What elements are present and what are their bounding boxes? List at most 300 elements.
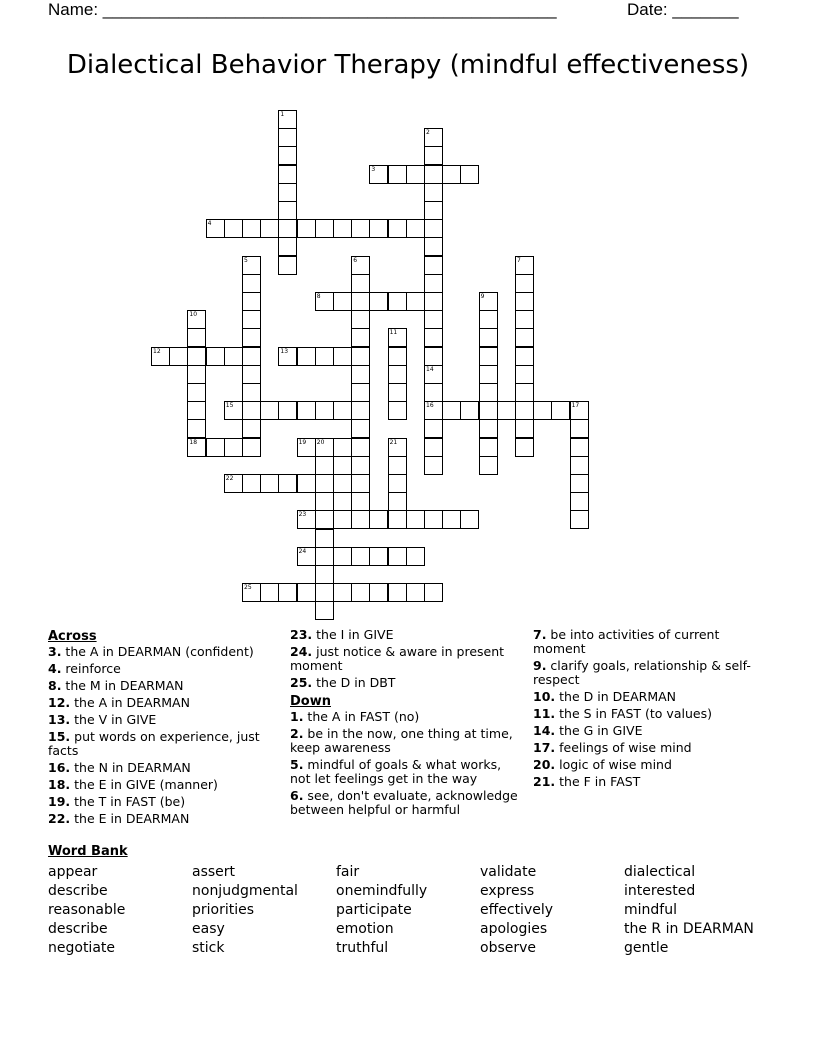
clue-item (48, 713, 278, 727)
word-bank-word: express (480, 883, 535, 899)
crossword-cell[interactable] (315, 565, 334, 584)
clue-text: be in the now, one thing at time, keep awareness (290, 726, 513, 755)
crossword-cell[interactable] (369, 510, 388, 529)
crossword-cell[interactable] (242, 292, 261, 311)
crossword-cell[interactable] (424, 183, 443, 202)
crossword-cell[interactable] (278, 165, 297, 184)
crossword-cell[interactable] (388, 547, 407, 566)
crossword-cell[interactable] (388, 328, 407, 347)
word-bank-word: emotion (336, 921, 394, 937)
clue-text: the S in FAST (to values) (555, 706, 712, 721)
clue-item (290, 628, 520, 642)
crossword-cell[interactable] (388, 365, 407, 384)
crossword-cell[interactable] (351, 456, 370, 475)
crossword-cell[interactable] (278, 183, 297, 202)
clue-number-label: 6. (290, 788, 304, 803)
crossword-cell[interactable] (187, 438, 206, 457)
crossword-cell[interactable] (479, 365, 498, 384)
clue-item (48, 812, 278, 826)
crossword-cell[interactable] (424, 237, 443, 256)
word-bank-word: gentle (624, 940, 669, 956)
clue-text: be into activities of current moment (533, 627, 720, 656)
clue-text: see, don't evaluate, acknowledge between helpful or harmful (290, 788, 518, 817)
crossword-cell[interactable] (388, 492, 407, 511)
clue-text: the T in FAST (be) (70, 794, 186, 809)
crossword-cell[interactable] (424, 274, 443, 293)
crossword-cell[interactable] (315, 456, 334, 475)
crossword-cell[interactable] (333, 292, 352, 311)
crossword-cell[interactable] (424, 128, 443, 147)
crossword-cell[interactable] (406, 292, 425, 311)
crossword-cell[interactable] (533, 401, 552, 420)
crossword-cell[interactable] (515, 274, 534, 293)
clue-number-label: 17. (533, 740, 556, 755)
crossword-cell[interactable] (315, 510, 334, 529)
word-bank-word: stick (192, 940, 225, 956)
clue-number-label: 2. (290, 726, 304, 741)
clues-column-1 (48, 628, 278, 829)
clue-item (290, 789, 520, 817)
word-bank-word: participate (336, 902, 412, 918)
crossword-cell[interactable] (570, 474, 589, 493)
crossword-cell[interactable] (242, 474, 261, 493)
crossword-cell[interactable] (515, 328, 534, 347)
crossword-cell[interactable] (424, 347, 443, 366)
crossword-cell[interactable] (515, 347, 534, 366)
crossword-cell[interactable] (224, 438, 243, 457)
crossword-cell[interactable] (515, 292, 534, 311)
crossword-cell[interactable] (187, 365, 206, 384)
crossword-cell[interactable] (479, 456, 498, 475)
crossword-cell[interactable] (570, 438, 589, 457)
crossword-cell[interactable] (460, 401, 479, 420)
crossword-cell[interactable] (424, 456, 443, 475)
word-bank-title: Word Bank (48, 844, 128, 859)
clue-number: 1 (280, 111, 285, 118)
crossword-cell[interactable] (369, 547, 388, 566)
crossword-cell[interactable] (388, 383, 407, 402)
crossword-cell[interactable] (497, 401, 516, 420)
word-bank-column (336, 863, 427, 958)
word-bank-word: nonjudgmental (192, 883, 298, 899)
word-bank-word: effectively (480, 902, 554, 918)
crossword-cell[interactable] (333, 474, 352, 493)
crossword-cell[interactable] (315, 601, 334, 620)
clue-number-label: 9. (533, 658, 547, 673)
crossword-cell[interactable] (187, 347, 206, 366)
crossword-cell[interactable] (351, 510, 370, 529)
clue-text: feelings of wise mind (555, 740, 692, 755)
crossword-cell[interactable] (424, 438, 443, 457)
crossword-cell[interactable] (388, 583, 407, 602)
clue-number: 3 (371, 165, 376, 173)
crossword-cell[interactable] (479, 292, 498, 311)
crossword-cell[interactable] (297, 510, 316, 529)
clue-text: logic of wise mind (555, 757, 672, 772)
crossword-cell[interactable] (479, 419, 498, 438)
clue-item (48, 679, 278, 693)
clue-item (48, 645, 278, 659)
crossword-cell[interactable] (388, 401, 407, 420)
crossword-cell[interactable] (351, 219, 370, 238)
crossword-cell[interactable] (278, 201, 297, 220)
crossword-cell[interactable] (278, 146, 297, 165)
crossword-cell[interactable] (406, 510, 425, 529)
crossword-cell[interactable] (224, 347, 243, 366)
word-bank-word: the R in DEARMAN (624, 921, 754, 937)
crossword-cell[interactable] (278, 237, 297, 256)
crossword-cell[interactable] (388, 510, 407, 529)
crossword-cell[interactable] (315, 401, 334, 420)
clue-text: clarify goals, relationship & self-respect (533, 658, 751, 687)
date-field[interactable]: Date: _______ (627, 0, 739, 19)
clue-number-label: 4. (48, 661, 62, 676)
clue-item (290, 758, 520, 786)
clue-number: 15 (225, 402, 234, 410)
crossword-cell[interactable] (333, 547, 352, 566)
clues-column-3 (533, 628, 773, 792)
clue-number-label: 15. (48, 729, 71, 744)
crossword-cell[interactable] (388, 438, 407, 457)
crossword-cell[interactable] (151, 347, 170, 366)
crossword-cell[interactable] (315, 547, 334, 566)
word-bank-column (624, 863, 754, 958)
clue-number: 22 (225, 475, 234, 482)
crossword-cell[interactable] (351, 365, 370, 384)
clue-item (533, 758, 773, 772)
clue-number: 23 (298, 511, 307, 519)
crossword-cell[interactable] (242, 328, 261, 347)
crossword-cell[interactable] (315, 347, 334, 366)
clue-number: 13 (280, 347, 289, 355)
clue-item (48, 761, 278, 775)
crossword-cell[interactable] (515, 401, 534, 420)
crossword-cell[interactable] (351, 492, 370, 511)
crossword-cell[interactable] (187, 401, 206, 420)
crossword-cell[interactable] (315, 219, 334, 238)
crossword-cell[interactable] (424, 201, 443, 220)
crossword-cell[interactable] (442, 510, 461, 529)
crossword-cell[interactable] (333, 401, 352, 420)
crossword-cell[interactable] (570, 510, 589, 529)
crossword-cell[interactable] (515, 438, 534, 457)
clue-item (533, 690, 773, 704)
crossword-cell[interactable] (515, 419, 534, 438)
crossword-cell[interactable] (278, 110, 297, 129)
crossword-cell[interactable] (187, 419, 206, 438)
crossword-cell[interactable] (169, 347, 188, 366)
clue-number: 10 (189, 311, 198, 319)
crossword-cell[interactable] (460, 510, 479, 529)
crossword-cell[interactable] (388, 165, 407, 184)
crossword-cell[interactable] (260, 583, 279, 602)
crossword-cell[interactable] (424, 383, 443, 402)
crossword-cell[interactable] (297, 219, 316, 238)
clue-text: the D in DEARMAN (555, 689, 677, 704)
word-bank-word: reasonable (48, 902, 126, 918)
crossword-cell[interactable] (369, 292, 388, 311)
crossword-cell[interactable] (351, 347, 370, 366)
word-bank-word: onemindfully (336, 883, 428, 899)
clue-item (48, 795, 278, 809)
crossword-cell[interactable] (278, 256, 297, 275)
clue-number: 19 (298, 438, 307, 446)
clue-text: the E in DEARMAN (70, 811, 190, 826)
clue-number-label: 14. (533, 723, 556, 738)
crossword-cell[interactable] (388, 456, 407, 475)
crossword-cell[interactable] (424, 219, 443, 238)
page-title: Dialectical Behavior Therapy (mindful effectiveness) (66, 50, 750, 80)
crossword-cell[interactable] (570, 419, 589, 438)
crossword-cell[interactable] (315, 583, 334, 602)
clue-number-label: 7. (533, 627, 547, 642)
crossword-cell[interactable] (260, 401, 279, 420)
word-bank-word: validate (480, 864, 537, 880)
crossword-cell[interactable] (333, 347, 352, 366)
crossword-cell[interactable] (206, 438, 225, 457)
crossword-cell[interactable] (278, 347, 297, 366)
word-bank-word: mindful (624, 902, 677, 918)
word-bank-word: fair (336, 864, 360, 880)
crossword-cell[interactable] (515, 365, 534, 384)
crossword-cell[interactable] (242, 419, 261, 438)
word-bank-column (192, 863, 298, 958)
word-bank-word: dialectical (624, 864, 696, 880)
word-bank-word: truthful (336, 940, 389, 956)
clue-text: the A in DEARMAN (70, 695, 190, 710)
crossword-cell[interactable] (424, 146, 443, 165)
crossword-cell[interactable] (351, 474, 370, 493)
clue-number-label: 5. (290, 757, 304, 772)
clue-number: 5 (244, 256, 248, 264)
clue-number-label: 8. (48, 678, 62, 693)
crossword-cell[interactable] (278, 401, 297, 420)
crossword-cell[interactable] (260, 219, 279, 238)
crossword-cell[interactable] (242, 256, 261, 275)
clue-item (533, 724, 773, 738)
crossword-cell[interactable] (388, 219, 407, 238)
clue-item (533, 707, 773, 721)
crossword-cell[interactable] (351, 438, 370, 457)
crossword-cell[interactable] (242, 310, 261, 329)
clue-text: the D in DBT (312, 675, 396, 690)
clue-text: the E in GIVE (manner) (70, 777, 218, 792)
clue-text: the V in GIVE (70, 712, 157, 727)
clue-text: the M in DEARMAN (61, 678, 184, 693)
crossword-cell[interactable] (333, 219, 352, 238)
clue-number-label: 20. (533, 757, 556, 772)
clue-text: just notice & aware in present moment (290, 644, 505, 673)
clue-item (290, 645, 520, 673)
crossword-cell[interactable] (242, 347, 261, 366)
crossword-cell[interactable] (187, 328, 206, 347)
crossword-cell[interactable] (570, 401, 589, 420)
crossword-cell[interactable] (242, 438, 261, 457)
clue-number-label: 10. (533, 689, 556, 704)
crossword-cell[interactable] (351, 256, 370, 275)
crossword-cell[interactable] (406, 583, 425, 602)
crossword-cell[interactable] (187, 383, 206, 402)
clue-item (290, 727, 520, 755)
crossword-cell[interactable] (351, 419, 370, 438)
crossword-cell[interactable] (424, 365, 443, 384)
clue-number-label: 3. (48, 644, 62, 659)
clue-item (290, 676, 520, 690)
crossword-cell[interactable] (424, 292, 443, 311)
crossword-cell[interactable] (224, 401, 243, 420)
word-bank-word: observe (480, 940, 537, 956)
clue-item (533, 775, 773, 789)
clue-number: 11 (389, 329, 398, 337)
crossword-cell[interactable] (297, 474, 316, 493)
crossword-cell[interactable] (479, 383, 498, 402)
clue-number: 4 (207, 220, 212, 228)
crossword-cell[interactable] (442, 401, 461, 420)
crossword-cell[interactable] (551, 401, 570, 420)
clue-number-label: 23. (290, 627, 313, 642)
crossword-cell[interactable] (315, 438, 334, 457)
crossword-cell[interactable] (406, 165, 425, 184)
crossword-cell[interactable] (315, 529, 334, 548)
crossword-cell[interactable] (206, 347, 225, 366)
crossword-cell[interactable] (242, 274, 261, 293)
name-field[interactable]: Name: ________________________________________________ (48, 0, 557, 19)
clue-number-label: 13. (48, 712, 71, 727)
crossword-cell[interactable] (351, 583, 370, 602)
word-bank-word: describe (48, 883, 108, 899)
crossword-cell[interactable] (424, 165, 443, 184)
crossword-cell[interactable] (515, 310, 534, 329)
crossword-cell[interactable] (406, 219, 425, 238)
crossword-cell[interactable] (351, 310, 370, 329)
clue-number: 7 (517, 256, 521, 264)
crossword-cell[interactable] (406, 547, 425, 566)
crossword-cell[interactable] (242, 401, 261, 420)
word-bank-word: apologies (480, 921, 548, 937)
crossword-cell[interactable] (424, 419, 443, 438)
crossword-cell[interactable] (242, 219, 261, 238)
crossword-cell[interactable] (187, 310, 206, 329)
crossword-cell[interactable] (479, 347, 498, 366)
crossword-cell[interactable] (351, 292, 370, 311)
crossword-cell[interactable] (315, 292, 334, 311)
clue-item (533, 628, 773, 656)
crossword-cell[interactable] (297, 401, 316, 420)
crossword-cell[interactable] (388, 292, 407, 311)
clue-number: 8 (316, 293, 321, 300)
clue-number: 9 (480, 293, 485, 300)
crossword-cell[interactable] (479, 401, 498, 420)
crossword-cell[interactable] (315, 492, 334, 511)
crossword-cell[interactable] (224, 219, 243, 238)
clue-number-label: 1. (290, 709, 304, 724)
crossword-cell[interactable] (388, 474, 407, 493)
crossword-cell[interactable] (297, 547, 316, 566)
crossword-cell[interactable] (479, 438, 498, 457)
crossword-cell[interactable] (424, 583, 443, 602)
clue-number: 18 (189, 438, 198, 446)
crossword-cell[interactable] (333, 583, 352, 602)
crossword-cell[interactable] (224, 474, 243, 493)
clue-number: 21 (389, 438, 398, 446)
crossword-cell[interactable] (278, 474, 297, 493)
crossword-cell[interactable] (206, 219, 225, 238)
crossword-cell[interactable] (515, 256, 534, 275)
crossword-cell[interactable] (570, 492, 589, 511)
crossword-cell[interactable] (351, 547, 370, 566)
header (0, 0, 816, 22)
clue-text: the G in GIVE (555, 723, 643, 738)
clue-text: mindful of goals & what works, not let feelings get in the way (290, 757, 502, 786)
crossword-cell[interactable] (333, 438, 352, 457)
crossword-cell[interactable] (333, 510, 352, 529)
crossword-cell[interactable] (297, 583, 316, 602)
clues-column-2 (290, 628, 520, 820)
crossword-cell[interactable] (297, 438, 316, 457)
clue-number-label: 18. (48, 777, 71, 792)
crossword-cell[interactable] (442, 165, 461, 184)
crossword-cell[interactable] (388, 347, 407, 366)
clue-text: reinforce (61, 661, 121, 676)
crossword-cell[interactable] (424, 256, 443, 275)
crossword-cell[interactable] (297, 347, 316, 366)
crossword-cell[interactable] (278, 128, 297, 147)
clue-item (533, 741, 773, 755)
clue-text: the I in GIVE (312, 627, 394, 642)
crossword-cell[interactable] (351, 328, 370, 347)
across-heading: Across (48, 629, 97, 644)
clue-item (533, 659, 773, 687)
clue-item (48, 696, 278, 710)
crossword-cell[interactable] (369, 583, 388, 602)
crossword-cell[interactable] (369, 219, 388, 238)
crossword-cell[interactable] (515, 383, 534, 402)
crossword-cell[interactable] (479, 310, 498, 329)
clue-number: 17 (571, 402, 580, 410)
clue-number-label: 22. (48, 811, 71, 826)
clue-number: 20 (316, 438, 325, 446)
crossword-cell[interactable] (424, 401, 443, 420)
clue-number-label: 16. (48, 760, 71, 775)
crossword-cell[interactable] (242, 365, 261, 384)
crossword-cell[interactable] (278, 219, 297, 238)
crossword-cell[interactable] (479, 328, 498, 347)
crossword-cell[interactable] (424, 328, 443, 347)
crossword-cell[interactable] (242, 383, 261, 402)
crossword-cell[interactable] (369, 165, 388, 184)
crossword-cell[interactable] (460, 165, 479, 184)
crossword-cell[interactable] (424, 310, 443, 329)
crossword-cell[interactable] (315, 474, 334, 493)
word-bank-word: negotiate (48, 940, 115, 956)
clue-number: 16 (426, 402, 434, 410)
crossword-cell[interactable] (278, 583, 297, 602)
crossword-cell[interactable] (351, 383, 370, 402)
clue-item (48, 778, 278, 792)
clue-item (48, 730, 278, 758)
crossword-cell[interactable] (424, 510, 443, 529)
clue-item (48, 662, 278, 676)
clue-text: the N in DEARMAN (70, 760, 191, 775)
crossword-cell[interactable] (260, 474, 279, 493)
word-bank-word: easy (192, 921, 225, 937)
crossword-cell[interactable] (570, 456, 589, 475)
crossword-cell[interactable] (242, 583, 261, 602)
clue-number: 12 (153, 347, 161, 355)
word-bank-column (480, 863, 553, 958)
crossword-cell[interactable] (351, 401, 370, 420)
crossword-cell[interactable] (351, 274, 370, 293)
